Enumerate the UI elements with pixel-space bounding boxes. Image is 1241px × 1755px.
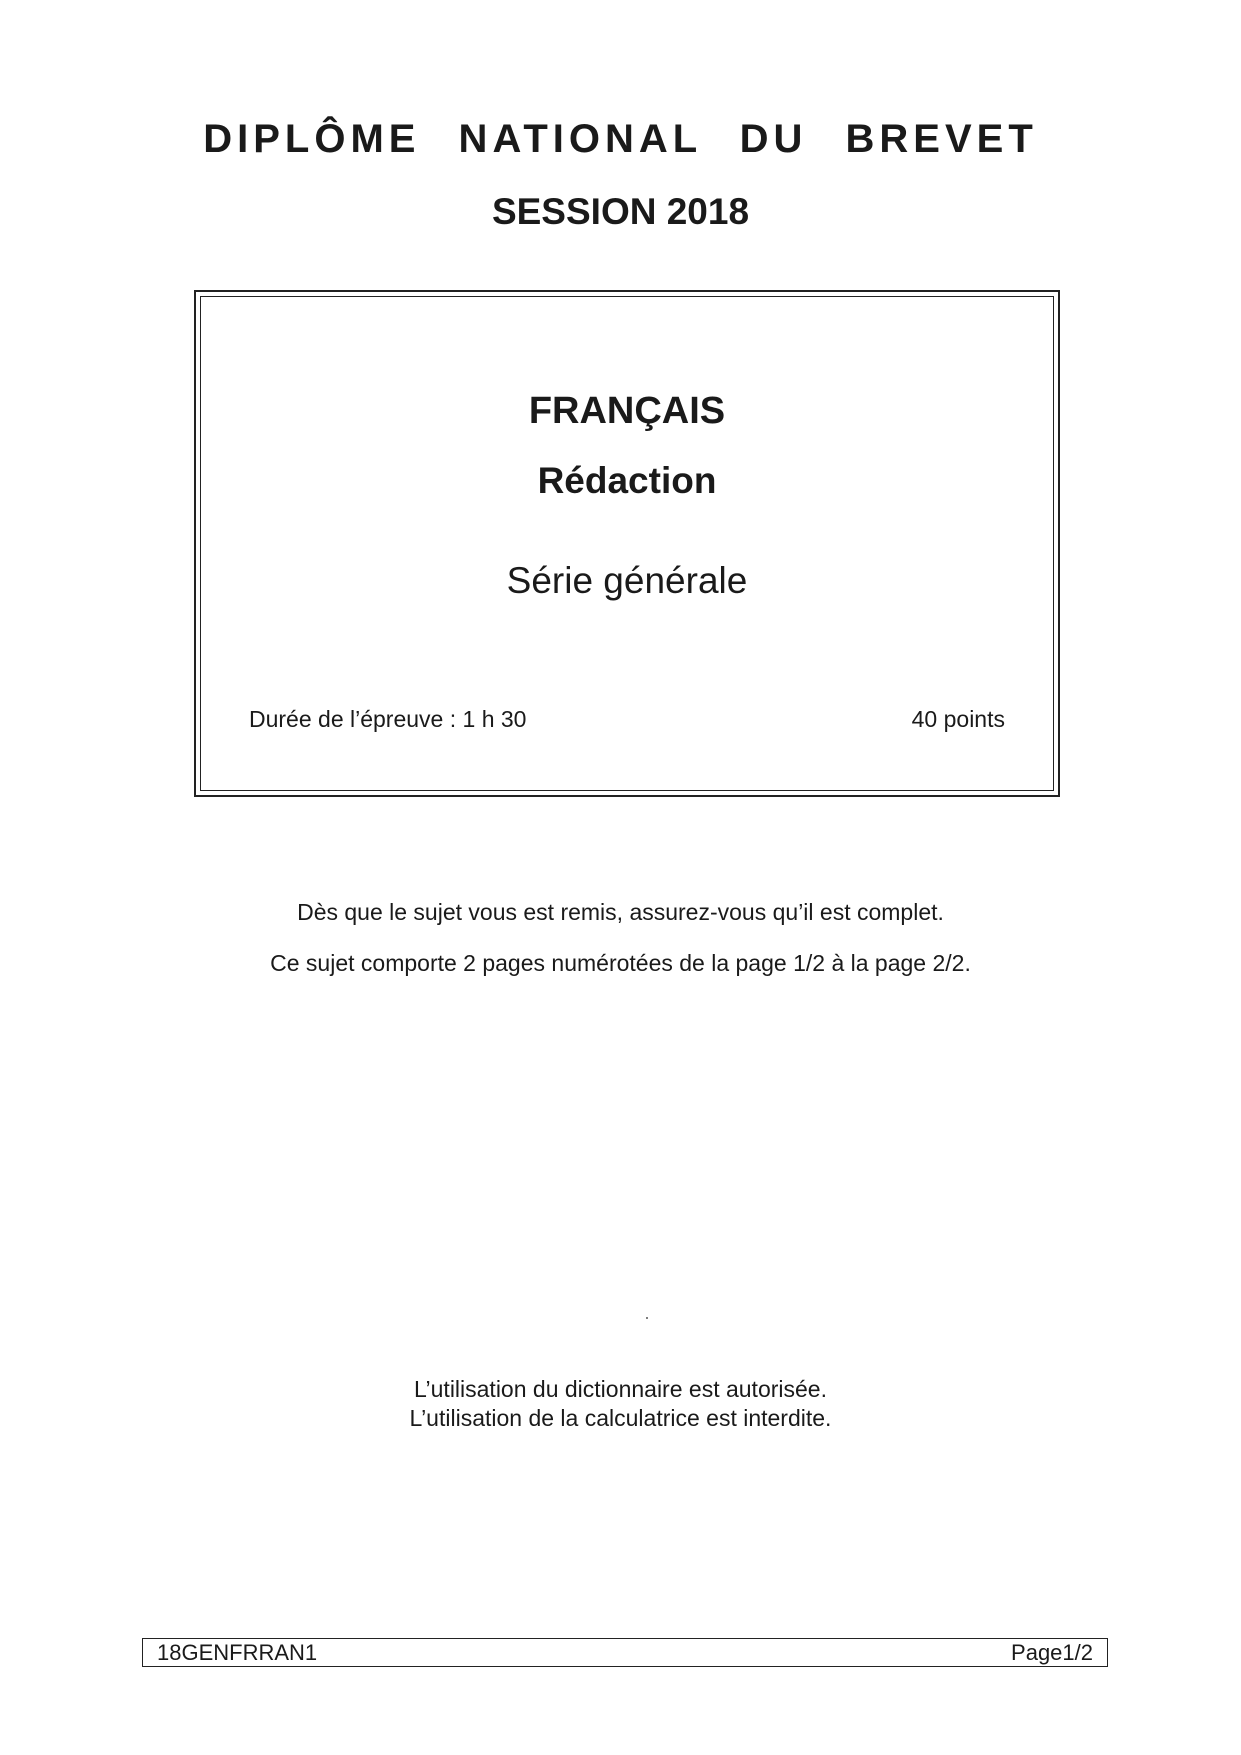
instruction-line-2: Ce sujet comporte 2 pages numérotées de la page 1/2 à la page 2/2.: [270, 950, 971, 976]
scan-speck: [646, 1317, 648, 1319]
instruction-line-1: Dès que le sujet vous est remis, assurez-vous qu’il est complet.: [297, 899, 944, 925]
page-number: Page1/2: [1011, 1640, 1093, 1665]
exercise-title: Rédaction: [537, 460, 717, 501]
subject-box: [194, 290, 1060, 797]
session-heading: SESSION 2018: [491, 191, 750, 232]
subject-code: 18GENFRRAN1: [157, 1640, 318, 1665]
subject-title: FRANÇAIS: [528, 390, 726, 432]
page-footer: [142, 1638, 1108, 1667]
page-title: DIPLÔME NATIONAL DU BREVET: [203, 117, 1038, 161]
dictionary-rule: L’utilisation du dictionnaire est autorisée.: [414, 1376, 827, 1402]
series-label: Série générale: [506, 560, 748, 601]
subject-box-inner-border: [200, 296, 1054, 791]
points-label: 40 points: [911, 706, 1005, 732]
duration-label: Durée de l’épreuve : 1 h 30: [249, 706, 527, 732]
calculator-rule: L’utilisation de la calculatrice est interdite.: [409, 1405, 832, 1431]
